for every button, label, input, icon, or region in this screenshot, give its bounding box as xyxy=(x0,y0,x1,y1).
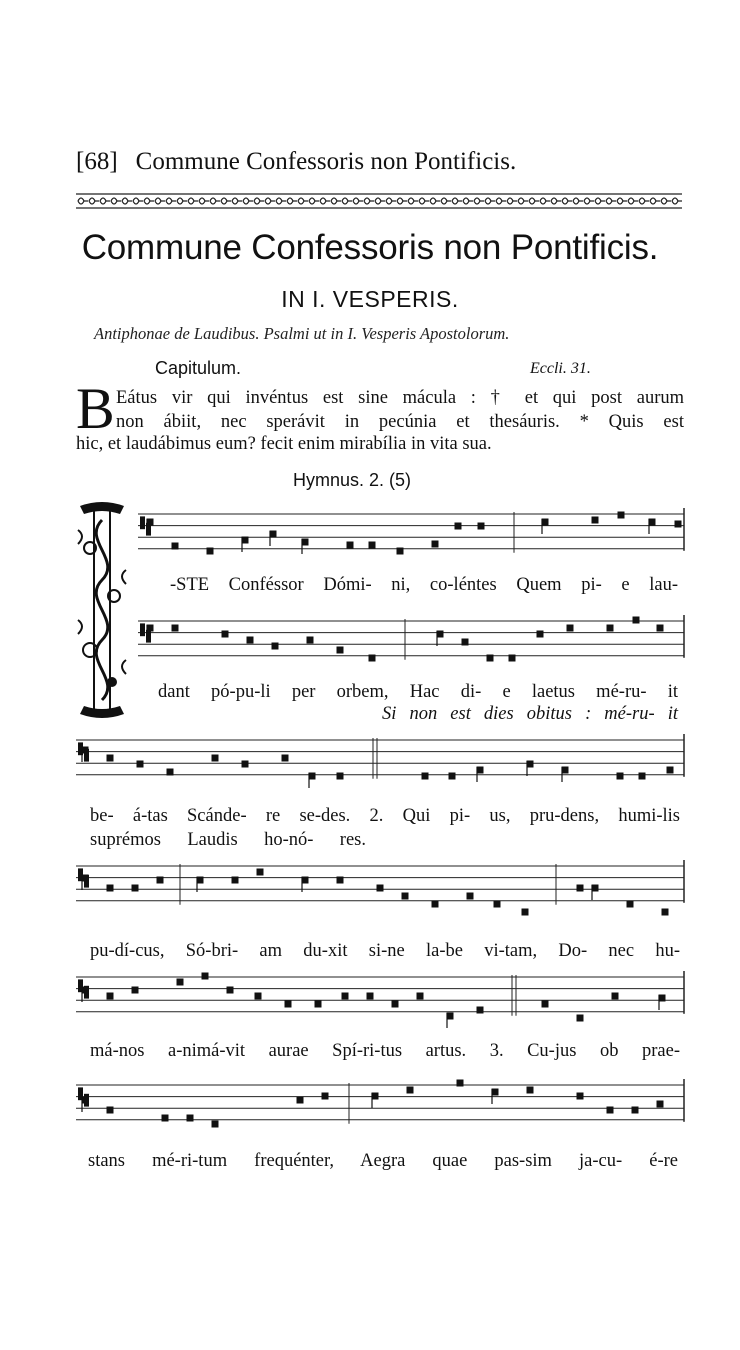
neume xyxy=(667,767,674,774)
neume xyxy=(527,761,534,768)
neume xyxy=(478,523,485,530)
clef xyxy=(78,979,83,992)
chant-staff xyxy=(76,860,684,916)
neume xyxy=(657,625,664,632)
neume xyxy=(567,625,574,632)
neume xyxy=(302,877,309,884)
running-title: Commune Confessoris non Pontificis. xyxy=(135,148,517,175)
neume xyxy=(337,647,344,654)
neume xyxy=(369,542,376,549)
neume xyxy=(82,875,89,882)
neume xyxy=(477,1007,484,1014)
chant-staff xyxy=(138,615,684,662)
neume xyxy=(607,1107,614,1114)
neume xyxy=(242,761,249,768)
hymn-lyric-line: stans mé-ri-tum frequénter, Aegra quae pas-sim ja-cu- é-re xyxy=(88,1151,678,1171)
clef xyxy=(84,749,89,762)
neume xyxy=(132,885,139,892)
hymn-lyric-alt: Si non est dies obitus : mé-ru- it xyxy=(382,704,678,724)
neume xyxy=(627,901,634,908)
neume xyxy=(202,973,209,980)
neume xyxy=(107,1107,114,1114)
neume xyxy=(657,1101,664,1108)
page-number: [68] xyxy=(76,148,118,175)
clef xyxy=(146,523,151,536)
neume xyxy=(212,1121,219,1128)
neume xyxy=(302,539,309,546)
clef xyxy=(146,630,151,643)
neume xyxy=(649,519,656,526)
neume xyxy=(577,1093,584,1100)
chant-staff xyxy=(76,971,684,1028)
neume xyxy=(132,987,139,994)
neume xyxy=(167,769,174,776)
neume xyxy=(492,1089,499,1096)
neume xyxy=(197,877,204,884)
neume xyxy=(232,877,239,884)
neume xyxy=(592,517,599,524)
clef xyxy=(140,516,145,529)
capitulum-line: Eátus vir qui invéntus est sine mácula : † et qui post aurum xyxy=(116,388,684,408)
neume xyxy=(494,901,501,908)
neume xyxy=(437,631,444,638)
neume xyxy=(457,1080,464,1087)
neume xyxy=(282,755,289,762)
neume xyxy=(467,893,474,900)
section-subtitle: IN I. VESPERIS. xyxy=(281,286,459,312)
neume xyxy=(187,1115,194,1122)
neume xyxy=(222,631,229,638)
decorated-initial-i xyxy=(74,500,130,722)
ornamental-border xyxy=(76,192,682,210)
neume xyxy=(247,637,254,644)
neume xyxy=(397,548,404,555)
neume xyxy=(242,537,249,544)
neume xyxy=(107,993,114,1000)
neume xyxy=(522,909,529,916)
neume xyxy=(432,541,439,548)
capitulum-line: non ábiit, nec sperávit in pecúnia et thesáuris. * Quis est xyxy=(116,412,684,432)
neume xyxy=(542,519,549,526)
rubric: Antiphonae de Laudibus. Psalmi ut in I. Vesperis Apostolorum. xyxy=(94,324,510,343)
neume xyxy=(617,773,624,780)
neume xyxy=(257,869,264,876)
neume xyxy=(172,625,179,632)
chant-staff xyxy=(76,1079,684,1128)
neume xyxy=(137,761,144,768)
neume xyxy=(392,1001,399,1008)
neume xyxy=(432,901,439,908)
neume xyxy=(402,893,409,900)
neume xyxy=(662,909,669,916)
neume xyxy=(172,543,179,550)
hymn-lyric-line: pu-dí-cus, Só-bri- am du-xit si-ne la-be vi-tam, Do- nec hu- xyxy=(90,941,680,961)
neume xyxy=(618,512,625,519)
neume xyxy=(107,885,114,892)
hymn-lyric-alt: suprémos Laudis ho-nó- res. xyxy=(90,830,366,850)
neume xyxy=(562,767,569,774)
neume xyxy=(162,1115,169,1122)
chant-staff xyxy=(138,508,684,555)
hymn-label: Hymnus. 2. (5) xyxy=(293,470,412,490)
neume xyxy=(372,1093,379,1100)
neume xyxy=(455,523,462,530)
neume xyxy=(612,993,619,1000)
neume xyxy=(369,655,376,662)
clef xyxy=(78,868,83,881)
clef xyxy=(84,1094,89,1107)
neume xyxy=(407,1087,414,1094)
hymn-lyric-line: be- á-tas Scánde- re se-des. 2. Qui pi- us, pru-dens, humi-lis xyxy=(90,806,680,826)
chant-staff xyxy=(76,734,684,788)
neume xyxy=(347,542,354,549)
hymn-lyric-line: má-nos a-nimá-vit aurae Spí-ri-tus artus. 3. Cu-jus ob prae- xyxy=(90,1041,680,1061)
neume xyxy=(82,1097,89,1104)
neume xyxy=(307,637,314,644)
neume xyxy=(449,773,456,780)
clef xyxy=(84,986,89,999)
neume xyxy=(447,1013,454,1020)
neume xyxy=(577,885,584,892)
neume xyxy=(255,993,262,1000)
running-header xyxy=(76,148,516,176)
neume xyxy=(147,625,154,632)
neume xyxy=(542,1001,549,1008)
neume xyxy=(309,773,316,780)
neume xyxy=(147,519,154,526)
neume xyxy=(82,987,89,994)
neume xyxy=(322,1093,329,1100)
neume xyxy=(342,993,349,1000)
neume xyxy=(607,625,614,632)
neume xyxy=(537,631,544,638)
neume xyxy=(422,773,429,780)
neume xyxy=(227,987,234,994)
neume xyxy=(315,1001,322,1008)
clef xyxy=(140,623,145,636)
neume xyxy=(487,655,494,662)
neume xyxy=(272,643,279,650)
drop-cap: B xyxy=(76,376,115,441)
clef xyxy=(78,1087,83,1100)
hymn-lyric-line: -STE Conféssor Dómi- ni, co-léntes Quem pi- e lau- xyxy=(170,575,678,595)
neume xyxy=(632,1107,639,1114)
neume xyxy=(592,885,599,892)
neume xyxy=(337,877,344,884)
neume xyxy=(577,1015,584,1022)
neume xyxy=(285,1001,292,1008)
clef xyxy=(78,742,83,755)
neume xyxy=(659,995,666,1002)
neume xyxy=(509,655,516,662)
neume xyxy=(367,993,374,1000)
hymn-lyric-line: dant pó-pu-li per orbem, Hac di- e laetus mé-ru- it xyxy=(158,682,678,702)
neume xyxy=(270,531,277,538)
neume xyxy=(157,877,164,884)
neume xyxy=(417,993,424,1000)
neume xyxy=(527,1087,534,1094)
neume xyxy=(377,885,384,892)
capitulum-reference: Eccli. 31. xyxy=(530,360,591,377)
neume xyxy=(337,773,344,780)
neume xyxy=(675,521,682,528)
page-title: Commune Confessoris non Pontificis. xyxy=(81,228,659,267)
neume xyxy=(639,773,646,780)
neume xyxy=(477,767,484,774)
neume xyxy=(633,617,640,624)
neume xyxy=(207,548,214,555)
neume xyxy=(82,747,89,754)
neume xyxy=(212,755,219,762)
capitulum-line: hic, et laudábimus eum? fecit enim mirabília in vita sua. xyxy=(76,434,492,454)
neume xyxy=(107,755,114,762)
neume xyxy=(297,1097,304,1104)
clef xyxy=(84,875,89,888)
neume xyxy=(462,639,469,646)
neume xyxy=(177,979,184,986)
capitulum-label: Capitulum. xyxy=(155,358,242,378)
